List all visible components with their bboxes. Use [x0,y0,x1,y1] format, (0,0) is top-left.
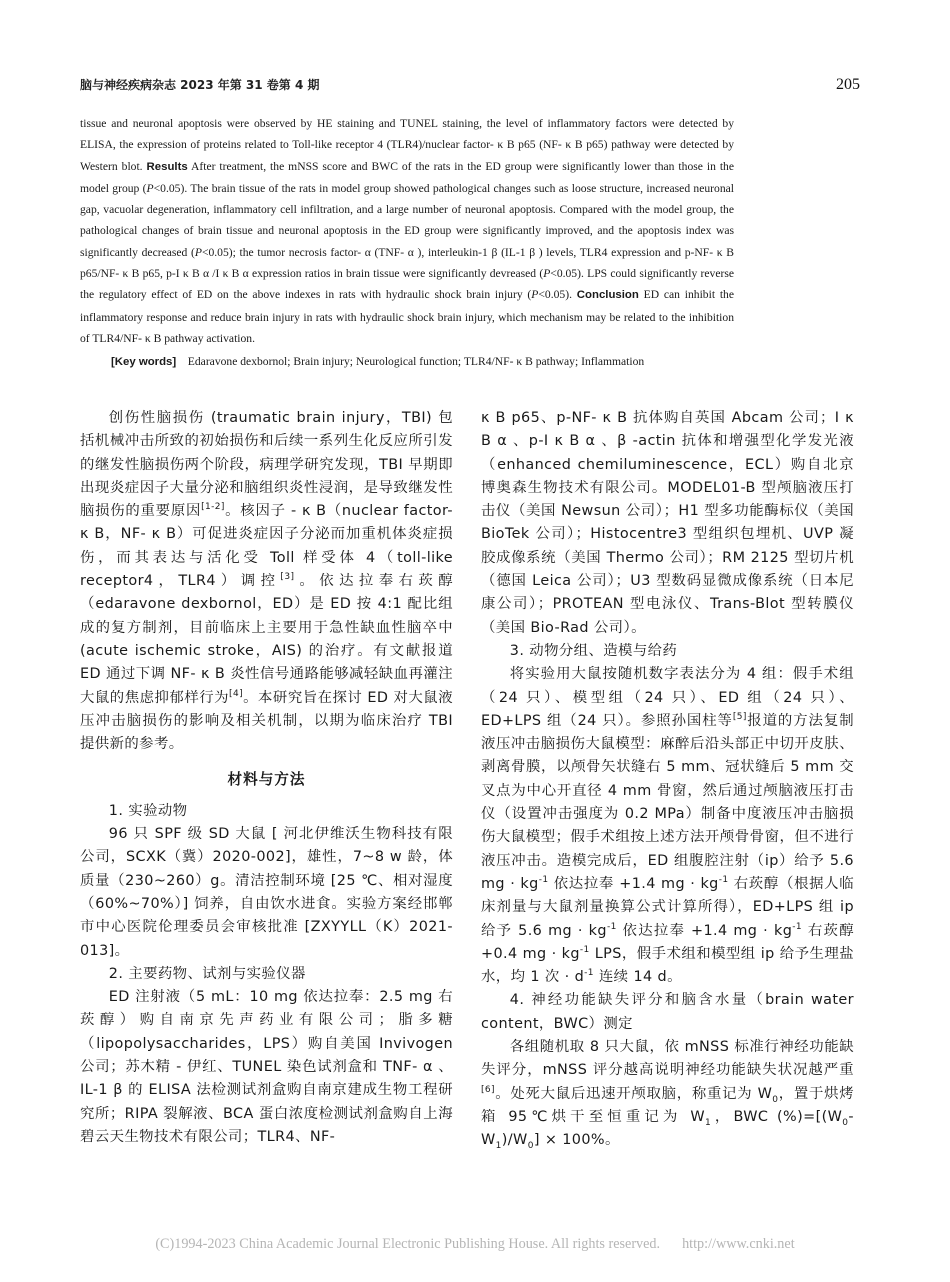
subsection-title: 4. 神经功能缺失评分和脑含水量（brain water content，BWC）测定 [481,992,854,1032]
body-paragraph: 96 只 SPF 级 SD 大鼠 [ 河北伊维沃生物科技有限公司，SCXK（冀）2020-002]，雄性，7~8 w 龄，体质量（230~260）g。清洁控制环境 [25 ℃、相对湿度（60%~70%）] 饲养，自由饮水进食。实验方案经邯郸市中心医院伦理委员会审核批准 [ZXYYLL（K）2021-013]。 [80,826,453,959]
subsection-title: 3. 动物分组、造模与给药 [509,642,678,659]
body-paragraph: ED 注射液（5 mL：10 mg 依达拉奉：2.5 mg 右莰醇）购自南京先声药业有限公司；脂多糖（lipopolysaccharides，LPS）购自美国 Invivogen 公司；苏木精 - 伊红、TUNEL 染色试剂盒和 TNF- α 、IL-1 β 的 ELISA 法检测试剂盒购自南京建成生物工程研究所；RIPA 裂解液、BCA 蛋白浓度检测试剂盒购自上海碧云天生物技术有限公司；TLR4、NF- [80,989,453,1145]
copyright-text: (C)1994-2023 China Academic Journal Electronic Publishing House. All rights reserved. [155,1236,661,1252]
body-paragraph: 各组随机取 8 只大鼠，依 mNSS 标准行神经功能缺失评分，mNSS 评分越高说明神经功能缺失状况越严重[6]。处死大鼠后迅速开颅取脑，称重记为 $W_0$，置于烘烤箱 95℃烘干至恒重记为 $W_1$，BWC $(\%)=[(W_0-W_1)/W_0] \times 100\%$。 [481,1039,854,1152]
conclusion-label: Conclusion [576,289,639,302]
copyright-footer [0,1236,950,1253]
citation: [5] [732,711,747,722]
results-label: Results [146,160,188,173]
right-column [481,407,854,1153]
cnki-url: http://www.cnki.net [682,1236,795,1252]
citation: [6] [481,1084,495,1095]
body-paragraph: κ B p65、p-NF- κ B 抗体购自英国 Abcam 公司；I κ B α 、p-I κ B α 、β -actin 抗体和增强型化学发光液（enhanced chemiluminescence，ECL）购自北京博奥森生物技术有限公司。MODEL01-B 型颅脑液压打击仪（美国 Newsun 公司）；H1 型多功能酶标仪（美国 BioTek 公司）；Histocentre3 型组织包埋机、UVP 凝胶成像系统（美国 Thermo 公司）；RM 2125 型切片机（德国 Leica 公司）；U3 型数码显微成像系统（日本尼康公司）；PROTEAN 型电泳仪、Trans-Blot 型转膜仪（美国 Bio-Rad 公司）。 [481,410,854,636]
journal-header: 脑与神经疾病杂志 2023 年第 31 卷第 4 期 [80,78,320,92]
keywords-line [80,351,734,373]
citation: [3] [280,572,295,583]
citation: [4] [229,688,243,699]
section-title: 材料与方法 [227,771,306,789]
page-number: 205 [836,76,860,93]
abstract-paragraph: tissue and neuronal apoptosis were observed by HE staining and TUNEL staining, the level of inflammatory factors were detected by ELISA, the expression of proteins related to Toll-like receptor 4 (TLR4)/nuclear factor- κ B p65 (NF- κ B p65) pathway were detected by Western blot. Results After treatment, the mNSS score and BWC of the rats in the ED group were significantly lower than those in the model group (P<0.05). The brain tissue of the rats in model group showed pathological changes such as loose structure, increased neuronal gap, vacuolar degeneration, inflammatory cell infiltration, and a large number of neuronal apoptosis. Compared with the model group, the pathological changes of brain tissue and neuronal apoptosis in the ED group were significantly improved, and the apoptosis index was significantly decreased (P<0.05); the tumor necrosis factor- α (TNF- α ), interleukin-1 β (IL-1 β ) levels, TLR4 expression and p-NF- κ B p65/NF- κ B p65, p-I κ B α /I κ B α expression ratios in brain tissue were significantly devreased (P<0.05). LPS could significantly reverse the regulatory effect of ED on the above indexes in rats with hydraulic shock brain injury (P<0.05). Conclusion ED can inhibit the inflammatory response and reduce brain injury in rats with hydraulic shock brain injury, which mechanism may be related to the inhibition of TLR4/NF- κ B pathway activation. [80,117,735,345]
subsection-title: 1. 实验动物 [108,802,188,819]
keywords: Edaravone dexbornol; Brain injury; Neurological function; TLR4/NF- κ B pathway; Inflammation [187,355,645,369]
subsection-title: 2. 主要药物、试剂与实验仪器 [108,965,306,982]
left-column [80,407,453,1149]
body-paragraph: 将实验用大鼠按随机数字表法分为 4 组：假手术组（24 只）、模型组（24 只）、ED 组（24 只）、ED+LPS 组（24 只）。参照孙国柱等[5]报道的方法复制液压冲击脑损伤大鼠模型：麻醉后沿头部正中切开皮肤、剥离骨膜，以颅骨矢状缝右 5 mm、冠状缝后 5 mm 交叉点为中心开直径 4 mm 骨窗，然后通过颅脑液压打击仪（设置冲击强度为 0.2 MPa）制备中度液压冲击脑损伤大鼠模型；假手术组按上述方法开颅骨骨窗，但不进行液压冲击。造模完成后，ED 组腹腔注射（ip）给予 5.6 mg · $kg^{-1}$ 依达拉奉 +1.4 mg · $kg^{-1}$ 右莰醇（根据人临床剂量与大鼠剂量换算公式计算所得），ED+LPS 组 ip 给予 5.6 mg · $kg^{-1}$ 依达拉奉 +1.4 mg · $kg^{-1}$ 右莰醇 +0.4 mg · $kg^{-1}$ LPS，假手术组和模型组 ip 给予生理盐水，均 1 次 · $d^{-1}$ 连续 14 d。 [481,666,854,986]
intro-paragraph: 创伤性脑损伤 (traumatic brain injury，TBI) 包括机械冲击所致的初始损伤和后续一系列生化反应所引发的继发性脑损伤两个阶段，病理学研究发现，TBI 早期即出现炎症因子大量分泌和脑组织炎性浸润，是导致继发性脑损伤的重要原因[1-2]。核因子 - κ B（nuclear factor- κ B，NF- κ B）可促进炎症因子分泌而加重机体炎症损伤，而其表达与活化受 Toll 样受体 4（toll-like receptor4，TLR4）调控[3]。依达拉奉右莰醇（edaravone dexbornol，ED）是 ED 按 4:1 配比组成的复方制剂，目前临床上主要用于急性缺血性脑卒中 (acute ischemic stroke，AIS) 的治疗。有文献报道 ED 通过下调 NF- κ B 炎性信号通路能够减轻缺血再灌注大鼠的焦虑抑郁样行为[4]。本研究旨在探讨 ED 对大鼠液压冲击脑损伤的影响及相关机制，以期为临床治疗 TBI 提供新的参考。 [80,410,453,753]
english-abstract [80,113,734,374]
keywords-label: [Key words] [111,356,177,369]
citation: [1-2] [201,502,225,513]
